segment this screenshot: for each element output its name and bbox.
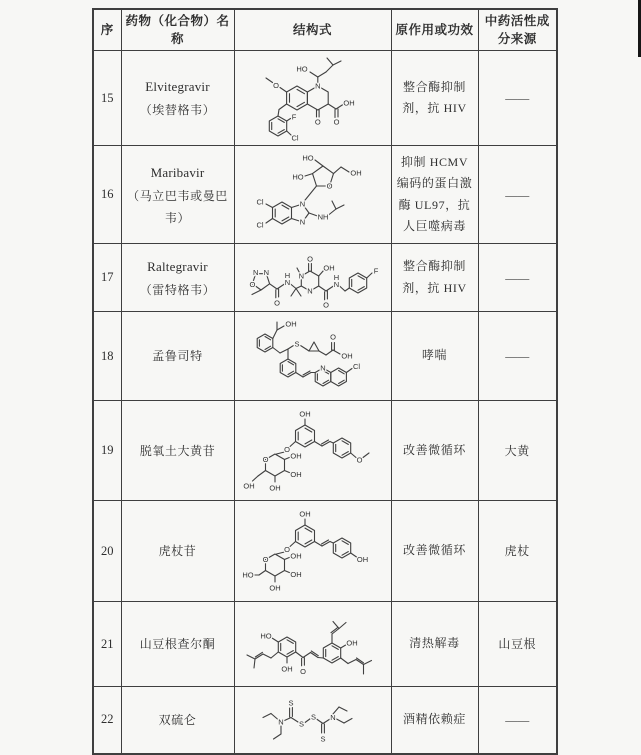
drug-name-cn: 孟鲁司特 — [152, 349, 203, 364]
drug-name-cn: 山豆根查尔酮 — [139, 637, 216, 652]
tcm-source: 大黄 — [478, 401, 557, 501]
atom-label: S — [287, 698, 294, 708]
col-header-name: 药物（化合物）名称 — [121, 9, 234, 51]
structure-cell — [234, 401, 391, 501]
atom-label: O — [262, 455, 268, 465]
col-header-structure: 结构式 — [234, 9, 391, 51]
drug-name-cn: 脱氧土大黄苷 — [139, 443, 216, 458]
atom-label: OH — [298, 509, 311, 519]
drug-effect: 改善微循环 — [391, 501, 478, 602]
row-number: 17 — [93, 244, 121, 312]
atom-label: N — [277, 717, 284, 727]
structure-polydatin-drawing — [235, 502, 392, 600]
atom-label: N — [252, 267, 258, 277]
atom-label: OH — [289, 570, 302, 580]
col-header-effect: 原作用或功效 — [391, 9, 478, 51]
atom-label: O — [272, 81, 279, 91]
atom-label: N — [314, 81, 321, 91]
atom-label: OH — [349, 168, 362, 178]
atom-label: N — [333, 279, 339, 289]
drug-name — [121, 501, 234, 602]
atom-label: OH — [284, 319, 297, 329]
atom-label: OH — [298, 409, 311, 419]
atom-label: OH — [356, 555, 368, 565]
drug-effect: 哮喘 — [391, 312, 478, 401]
atom-label: O — [333, 117, 339, 127]
atom-label: HO — [301, 153, 314, 163]
structure-elvitegravir-drawing — [235, 52, 392, 144]
tcm-source: —— — [478, 312, 557, 401]
atom-label: O — [329, 332, 336, 342]
atom-label: N — [263, 267, 269, 277]
drug-name-cn: （马立巴韦或曼巴韦） — [127, 188, 228, 225]
drug-effect: 抑制 HCMV 编码的蛋白激酶 UL97，抗人巨噬病毒 — [391, 146, 478, 244]
structure-raltegravir-drawing — [235, 245, 392, 311]
col-header-source: 中药活性成分来源 — [478, 9, 557, 51]
atom-label: S — [319, 734, 326, 744]
table-row — [93, 687, 557, 754]
structure-cell — [234, 602, 391, 687]
atom-label: HO — [291, 172, 304, 182]
tcm-source: —— — [478, 687, 557, 754]
structure-desoxyrhaponticin-drawing — [235, 402, 392, 499]
table-row — [93, 501, 557, 602]
table-row — [93, 146, 557, 244]
drug-effect: 整合酶抑制剂，抗 HIV — [391, 244, 478, 312]
atom-label: Cl — [290, 133, 299, 143]
atom-label: F — [291, 112, 296, 122]
drug-effect: 清热解毒 — [391, 602, 478, 687]
structure-cell — [234, 146, 391, 244]
atom-label: Cl — [352, 362, 360, 372]
drug-name-en: Maribavir — [150, 164, 205, 180]
atom-label: N — [306, 286, 313, 296]
atom-label: S — [293, 339, 300, 349]
atom-label: O — [248, 279, 255, 289]
drug-name — [121, 401, 234, 501]
drug-name-cn: （雷特格韦） — [139, 282, 216, 297]
atom-label: NH — [317, 212, 328, 222]
atom-label: HO — [259, 631, 272, 641]
header-row — [93, 9, 557, 51]
drug-name-cn: 双硫仑 — [158, 712, 197, 727]
structure-chalcone-drawing — [235, 603, 392, 685]
structure-cell — [234, 312, 391, 401]
atom-label: O — [322, 300, 329, 310]
drug-name — [121, 312, 234, 401]
row-number: 19 — [93, 401, 121, 501]
atom-label: S — [310, 712, 316, 722]
drug-name-cn: 虎杖苷 — [158, 544, 197, 559]
atom-label: O — [356, 455, 362, 465]
drug-compound-table — [92, 8, 558, 755]
row-number: 20 — [93, 501, 121, 602]
atom-label: N — [299, 199, 305, 209]
atom-label: OH — [289, 551, 302, 561]
atom-label: O — [299, 667, 306, 677]
table-row — [93, 401, 557, 501]
row-number: 21 — [93, 602, 121, 687]
structure-cell — [234, 244, 391, 312]
atom-label: N — [284, 277, 290, 287]
atom-label: OH — [322, 263, 335, 273]
structure-maribavir-drawing — [235, 147, 392, 243]
drug-name — [121, 244, 234, 312]
atom-label: OH — [280, 664, 293, 674]
atom-label: OH — [342, 98, 355, 108]
atom-label: OH — [289, 451, 302, 461]
tcm-source: —— — [478, 51, 557, 146]
structure-disulfiram-drawing — [235, 691, 392, 749]
drug-name — [121, 146, 234, 244]
structure-cell — [234, 51, 391, 146]
atom-label: N — [319, 363, 326, 373]
table-row — [93, 51, 557, 146]
atom-label: HO — [241, 570, 254, 580]
atom-label: S — [298, 719, 304, 729]
atom-label: N — [299, 217, 305, 227]
drug-name-en: Raltegravir — [147, 258, 208, 274]
tcm-source: —— — [478, 146, 557, 244]
atom-label: N — [329, 713, 336, 722]
atom-label: HO — [295, 64, 308, 74]
row-number: 15 — [93, 51, 121, 146]
drug-name-cn: （埃替格韦） — [139, 103, 216, 118]
atom-label: OH — [289, 470, 302, 480]
structure-montelukast-drawing — [235, 313, 392, 399]
row-number: 18 — [93, 312, 121, 401]
drug-name — [121, 687, 234, 754]
atom-label: OH — [268, 483, 281, 493]
atom-label: Cl — [255, 220, 264, 230]
drug-effect: 改善微循环 — [391, 401, 478, 501]
row-number: 16 — [93, 146, 121, 244]
atom-label: O — [314, 117, 321, 127]
atom-label: F — [373, 266, 378, 276]
atom-label: O — [273, 298, 280, 308]
atom-label: OH — [345, 638, 358, 648]
atom-label: H — [333, 272, 339, 282]
drug-effect: 酒精依赖症 — [391, 687, 478, 754]
atom-label: O — [262, 555, 268, 565]
table-row — [93, 312, 557, 401]
row-number: 22 — [93, 687, 121, 754]
structure-cell — [234, 501, 391, 602]
structure-cell — [234, 687, 391, 754]
col-header-no: 序 — [93, 9, 121, 51]
tcm-source: —— — [478, 244, 557, 312]
atom-label: OH — [340, 351, 353, 361]
tcm-source: 山豆根 — [478, 602, 557, 687]
atom-label: O — [283, 545, 290, 555]
drug-name — [121, 602, 234, 687]
drug-effect: 整合酶抑制剂，抗 HIV — [391, 51, 478, 146]
drug-name — [121, 51, 234, 146]
table-row — [93, 602, 557, 687]
atom-label: OH — [268, 583, 281, 593]
table-row — [93, 244, 557, 312]
atom-label: O — [283, 445, 290, 455]
atom-label: O — [306, 254, 313, 264]
atom-label: N — [298, 271, 304, 281]
tcm-source: 虎杖 — [478, 501, 557, 602]
atom-label: O — [326, 181, 332, 191]
atom-label: Cl — [255, 197, 264, 207]
atom-label: OH — [242, 481, 255, 491]
atom-label: H — [284, 270, 290, 280]
drug-name-en: Elvitegravir — [145, 79, 210, 95]
